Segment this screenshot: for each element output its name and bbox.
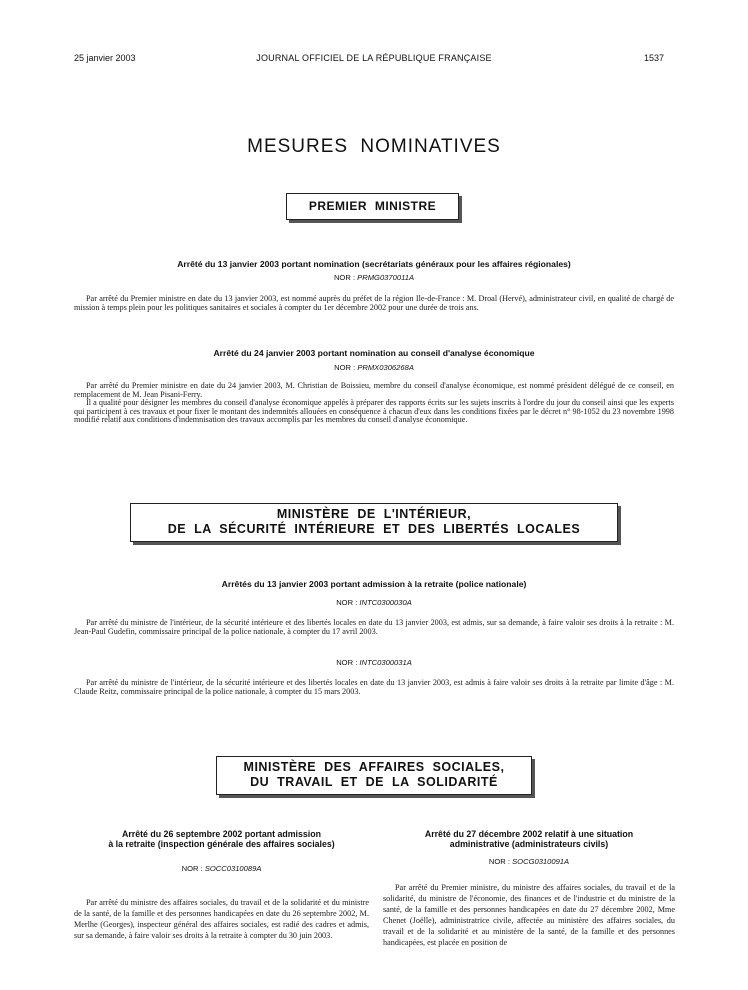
section-heading-interieur: MINISTÈRE DE L'INTÉRIEUR, DE LA SÉCURITÉ INTÉRIEURE ET DES LIBERTÉS LOCALES: [130, 503, 618, 542]
arrete-title: Arrêtés du 13 janvier 2003 portant admission à la retraite (police nationale): [221, 579, 527, 589]
header-journal-title: JOURNAL OFFICIEL DE LA RÉPUBLIQUE FRANÇAISE: [256, 53, 492, 63]
header-page-number: 1537: [643, 53, 664, 63]
section-heading-premier-ministre: PREMIER MINISTRE: [286, 193, 459, 220]
main-title: MESURES NOMINATIVES: [247, 136, 501, 157]
arrete-title: Arrêté du 24 janvier 2003 portant nomination au conseil d'analyse économique: [213, 348, 535, 358]
arrete-text: Par arrêté du ministre de l'intérieur, de la sécurité intérieure et des libertés locales en date du 13 janvier 2003, est admis à faire valoir ses droits à la retraite par limite d'âge : M. Claude Reitz, commissaire principal de la police nationale, à compter du 15 mars 2003.: [74, 678, 674, 696]
section-heading-affaires-sociales: MINISTÈRE DES AFFAIRES SOCIALES, DU TRAVAIL ET DE LA SOLIDARITÉ: [216, 756, 532, 795]
arrete-text: Par arrêté du Premier ministre, du ministre des affaires sociales, du travail et de la solidarité, du ministre de l'économie, des finances et de l'industrie et du ministre de la santé, de la famille et des personnes handicapées en date du 27 décembre 2002, Mme Chenet (Joëlle), administratrice civile, affectée au ministère des affaires sociales, du travail et de la solidarité et au ministère de la santé, de la famille et des personnes handicapées, est placée en position de: [383, 883, 675, 947]
arrete-title: Arrêté du 27 décembre 2002 relatif à une situation administrative (administrateurs civils): [424, 829, 634, 849]
header-date: 25 janvier 2003: [74, 53, 136, 63]
arrete-text: Par arrêté du ministre de l'intérieur, de la sécurité intérieure et des libertés locales en date du 13 janvier 2003, est admis, sur sa demande, à faire valoir ses droits à la retraite : M. Jean-Paul Gudefin, commissaire principal de la police nationale, à compter du 17 avril 2003.: [74, 618, 674, 636]
arrete-title: Arrêté du 13 janvier 2003 portant nomination (secrétariats généraux pour les affaires régionales): [177, 259, 571, 269]
arrete-text: Par arrêté du ministre des affaires sociales, du travail et de la solidarité et du ministre de la santé, de la famille et des personnes handicapées en date du 26 septembre 2002, M. Merlhe (Georges), inspecteur général des affaires sociales, est radié des cadres et admis, sur sa demande, à faire valoir ses droits à la retraite à compter du 30 juin 2003.: [74, 898, 369, 940]
nor-reference: NOR : PRMX0306268A: [334, 363, 414, 372]
arrete-text: Par arrêté du Premier ministre en date du 24 janvier 2003, M. Christian de Boissieu, membre du conseil d'analyse économique, est nommé président délégué de ce conseil, en remplacement de M. Jean Pisani-Ferry. Il a qualité pour désigner les membres du conseil d'analyse économique appelés à préparer des rapports écrits sur les sujets inscrits à l'ordre du jour du conseil ainsi que les experts qui participent à ces travaux et pour fixer le montant des indemnités allouées en conséquence à chacun d'eux dans les conditions fixées par le décret n° 98-1052 du 23 novembre 1998 modifié relatif aux conditions d'indemnisation des travaux accomplis par les membres du conseil d'analyse économique.: [74, 381, 674, 425]
nor-reference: NOR : SOCG0310091A: [488, 857, 570, 866]
nor-reference: NOR : INTC0300031A: [336, 658, 412, 667]
nor-reference: NOR : INTC0300030A: [336, 598, 412, 607]
arrete-title: Arrêté du 26 septembre 2002 portant admission à la retraite (inspection générale des affaires sociales): [108, 829, 335, 849]
nor-reference: NOR : SOCC0310089A: [181, 864, 262, 873]
nor-reference: NOR : PRMG0370011A: [333, 273, 415, 282]
arrete-text: Par arrêté du Premier ministre en date du 13 janvier 2003, est nommé auprès du préfet de la région Ile-de-France : M. Droal (Hervé), administrateur civil, en qualité de chargé de mission à temps plein pour les politiques sanitaires et sociales à compter du 1er décembre 2002 pour une durée de trois ans.: [74, 294, 674, 312]
